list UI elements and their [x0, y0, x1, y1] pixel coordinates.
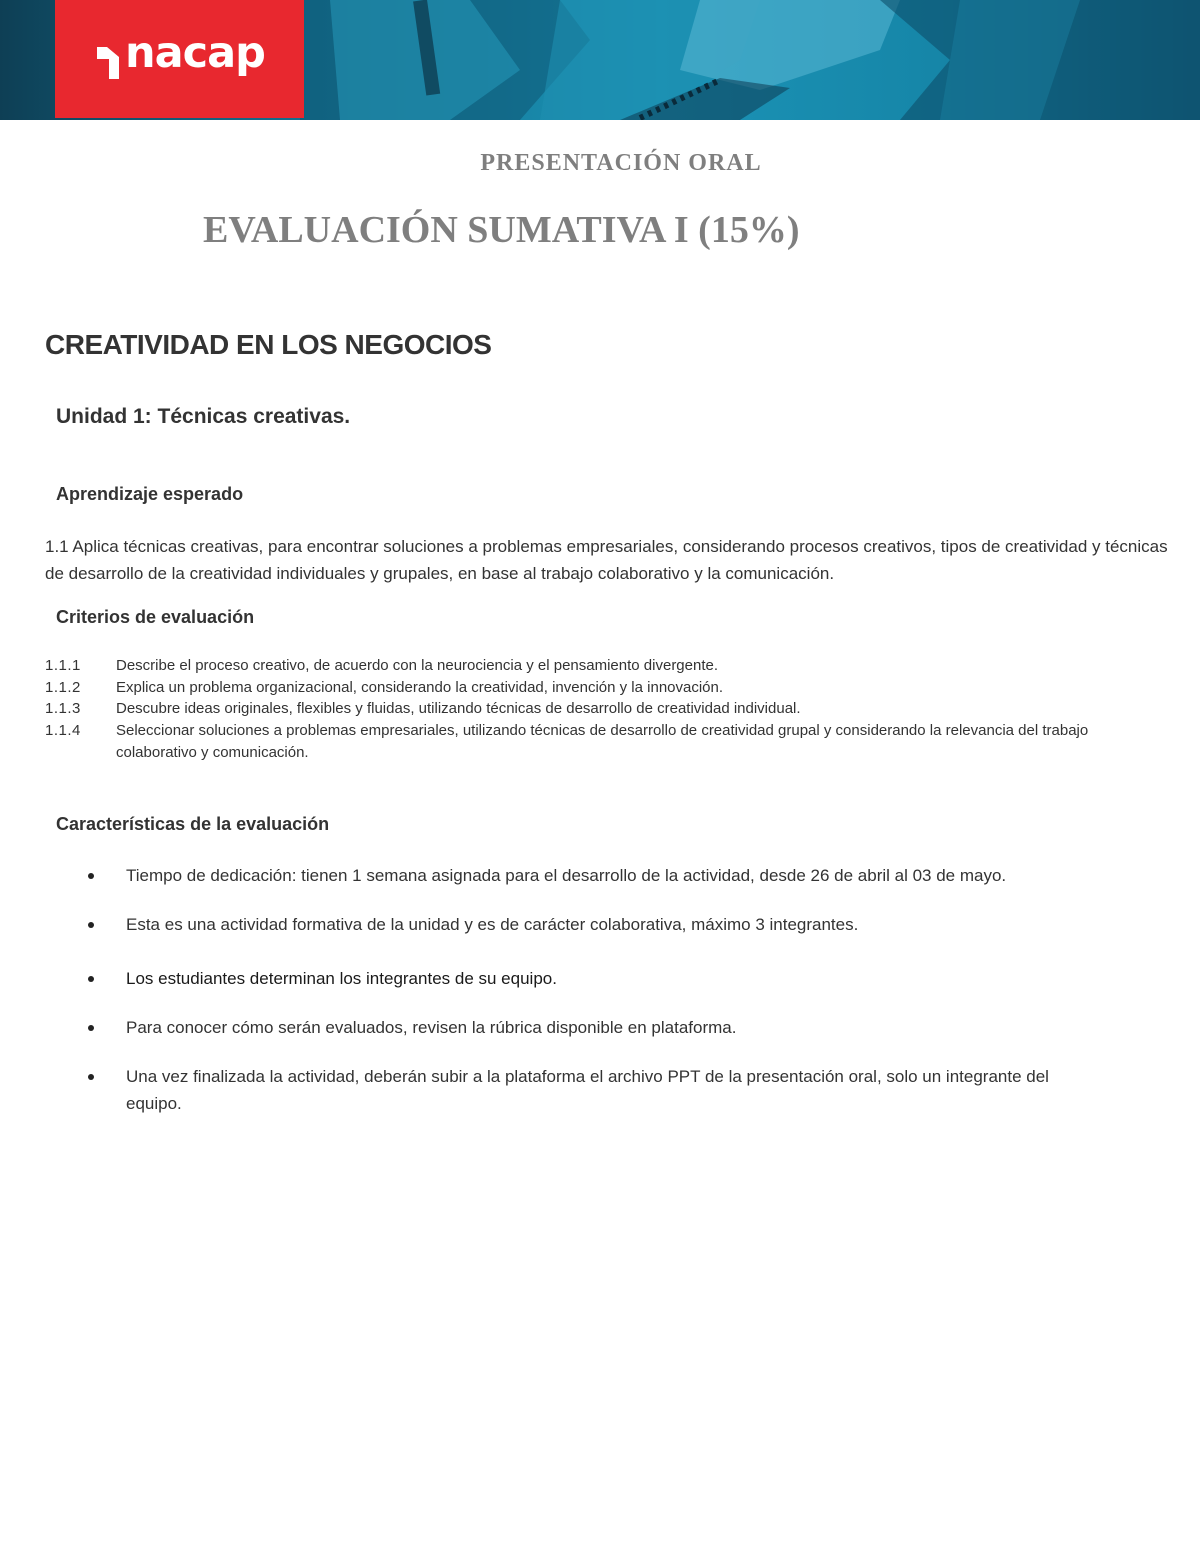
learning-heading: Aprendizaje esperado [56, 484, 244, 504]
list-item [88, 1063, 1088, 1117]
inacap-logo [55, 0, 304, 118]
list-item-text: Una vez finalizada la actividad, deberán subir a la plataforma el archivo PPT de la presentación oral, solo un integrante del equipo. [126, 1067, 1049, 1113]
evaluation-title: EVALUACIÓN SUMATIVA I (15%) [203, 209, 800, 251]
criteria-number: 1.1.4 [45, 722, 81, 740]
criteria-text: Describe el proceso creativo, de acuerdo con la neurociencia y el pensamiento divergente. [116, 657, 719, 674]
bullet-icon [88, 1074, 94, 1080]
criteria-text: Seleccionar soluciones a problemas empresariales, utilizando técnicas de desarrollo de creatividad grupal y considerando la relevancia del trabajo colaborativo y comunicación. [116, 722, 1089, 761]
criteria-item [45, 655, 1155, 677]
bullet-icon [88, 1025, 94, 1031]
criteria-list [45, 655, 1155, 764]
list-item [88, 862, 1088, 889]
bullet-icon [88, 922, 94, 928]
criteria-item [45, 720, 1155, 763]
characteristics-heading: Características de la evaluación [56, 814, 330, 834]
list-item [88, 965, 1088, 992]
criteria-text: Explica un problema organizacional, considerando la creatividad, invención y la innovación. [116, 678, 724, 696]
header-banner [0, 0, 1200, 120]
list-item-text: Los estudiantes determinan los integrantes de su equipo. [126, 969, 557, 988]
criteria-item [45, 677, 1155, 699]
list-item-text: Para conocer cómo serán evaluados, revisen la rúbrica disponible en plataforma. [126, 1018, 737, 1037]
criteria-heading: Criterios de evaluación [56, 607, 255, 627]
unit-title: Unidad 1: Técnicas creativas. [56, 405, 351, 428]
list-item-text: Esta es una actividad formativa de la unidad y es de carácter colaborativa, máximo 3 integrantes. [126, 915, 859, 934]
criteria-number: 1.1.3 [45, 700, 81, 718]
list-item [88, 1014, 1088, 1041]
course-title: CREATIVIDAD EN LOS NEGOCIOS [45, 329, 492, 360]
list-item [88, 911, 1088, 938]
document-type-title: PRESENTACIÓN ORAL [480, 150, 762, 176]
criteria-item [45, 698, 1155, 720]
bullet-icon [88, 873, 94, 879]
criteria-number: 1.1.1 [45, 657, 81, 674]
bullet-icon [88, 976, 94, 982]
list-item-text: Tiempo de dedicación: tienen 1 semana asignada para el desarrollo de la actividad, desde 26 de abril al 03 de mayo. [126, 866, 1007, 885]
logo-i-mark-icon [97, 47, 119, 79]
logo-text: nacap [125, 28, 265, 78]
learning-text: 1.1 Aplica técnicas creativas, para encontrar soluciones a problemas empresariales, considerando procesos creativos, tipos de creatividad y técnicas de desarrollo de la creatividad individuales y grupales, en base al trabajo colaborativo y la comunicación. [45, 537, 1168, 583]
criteria-number: 1.1.2 [45, 678, 81, 696]
criteria-text: Descubre ideas originales, flexibles y fluidas, utilizando técnicas de desarrollo de creatividad individual. [116, 700, 801, 718]
